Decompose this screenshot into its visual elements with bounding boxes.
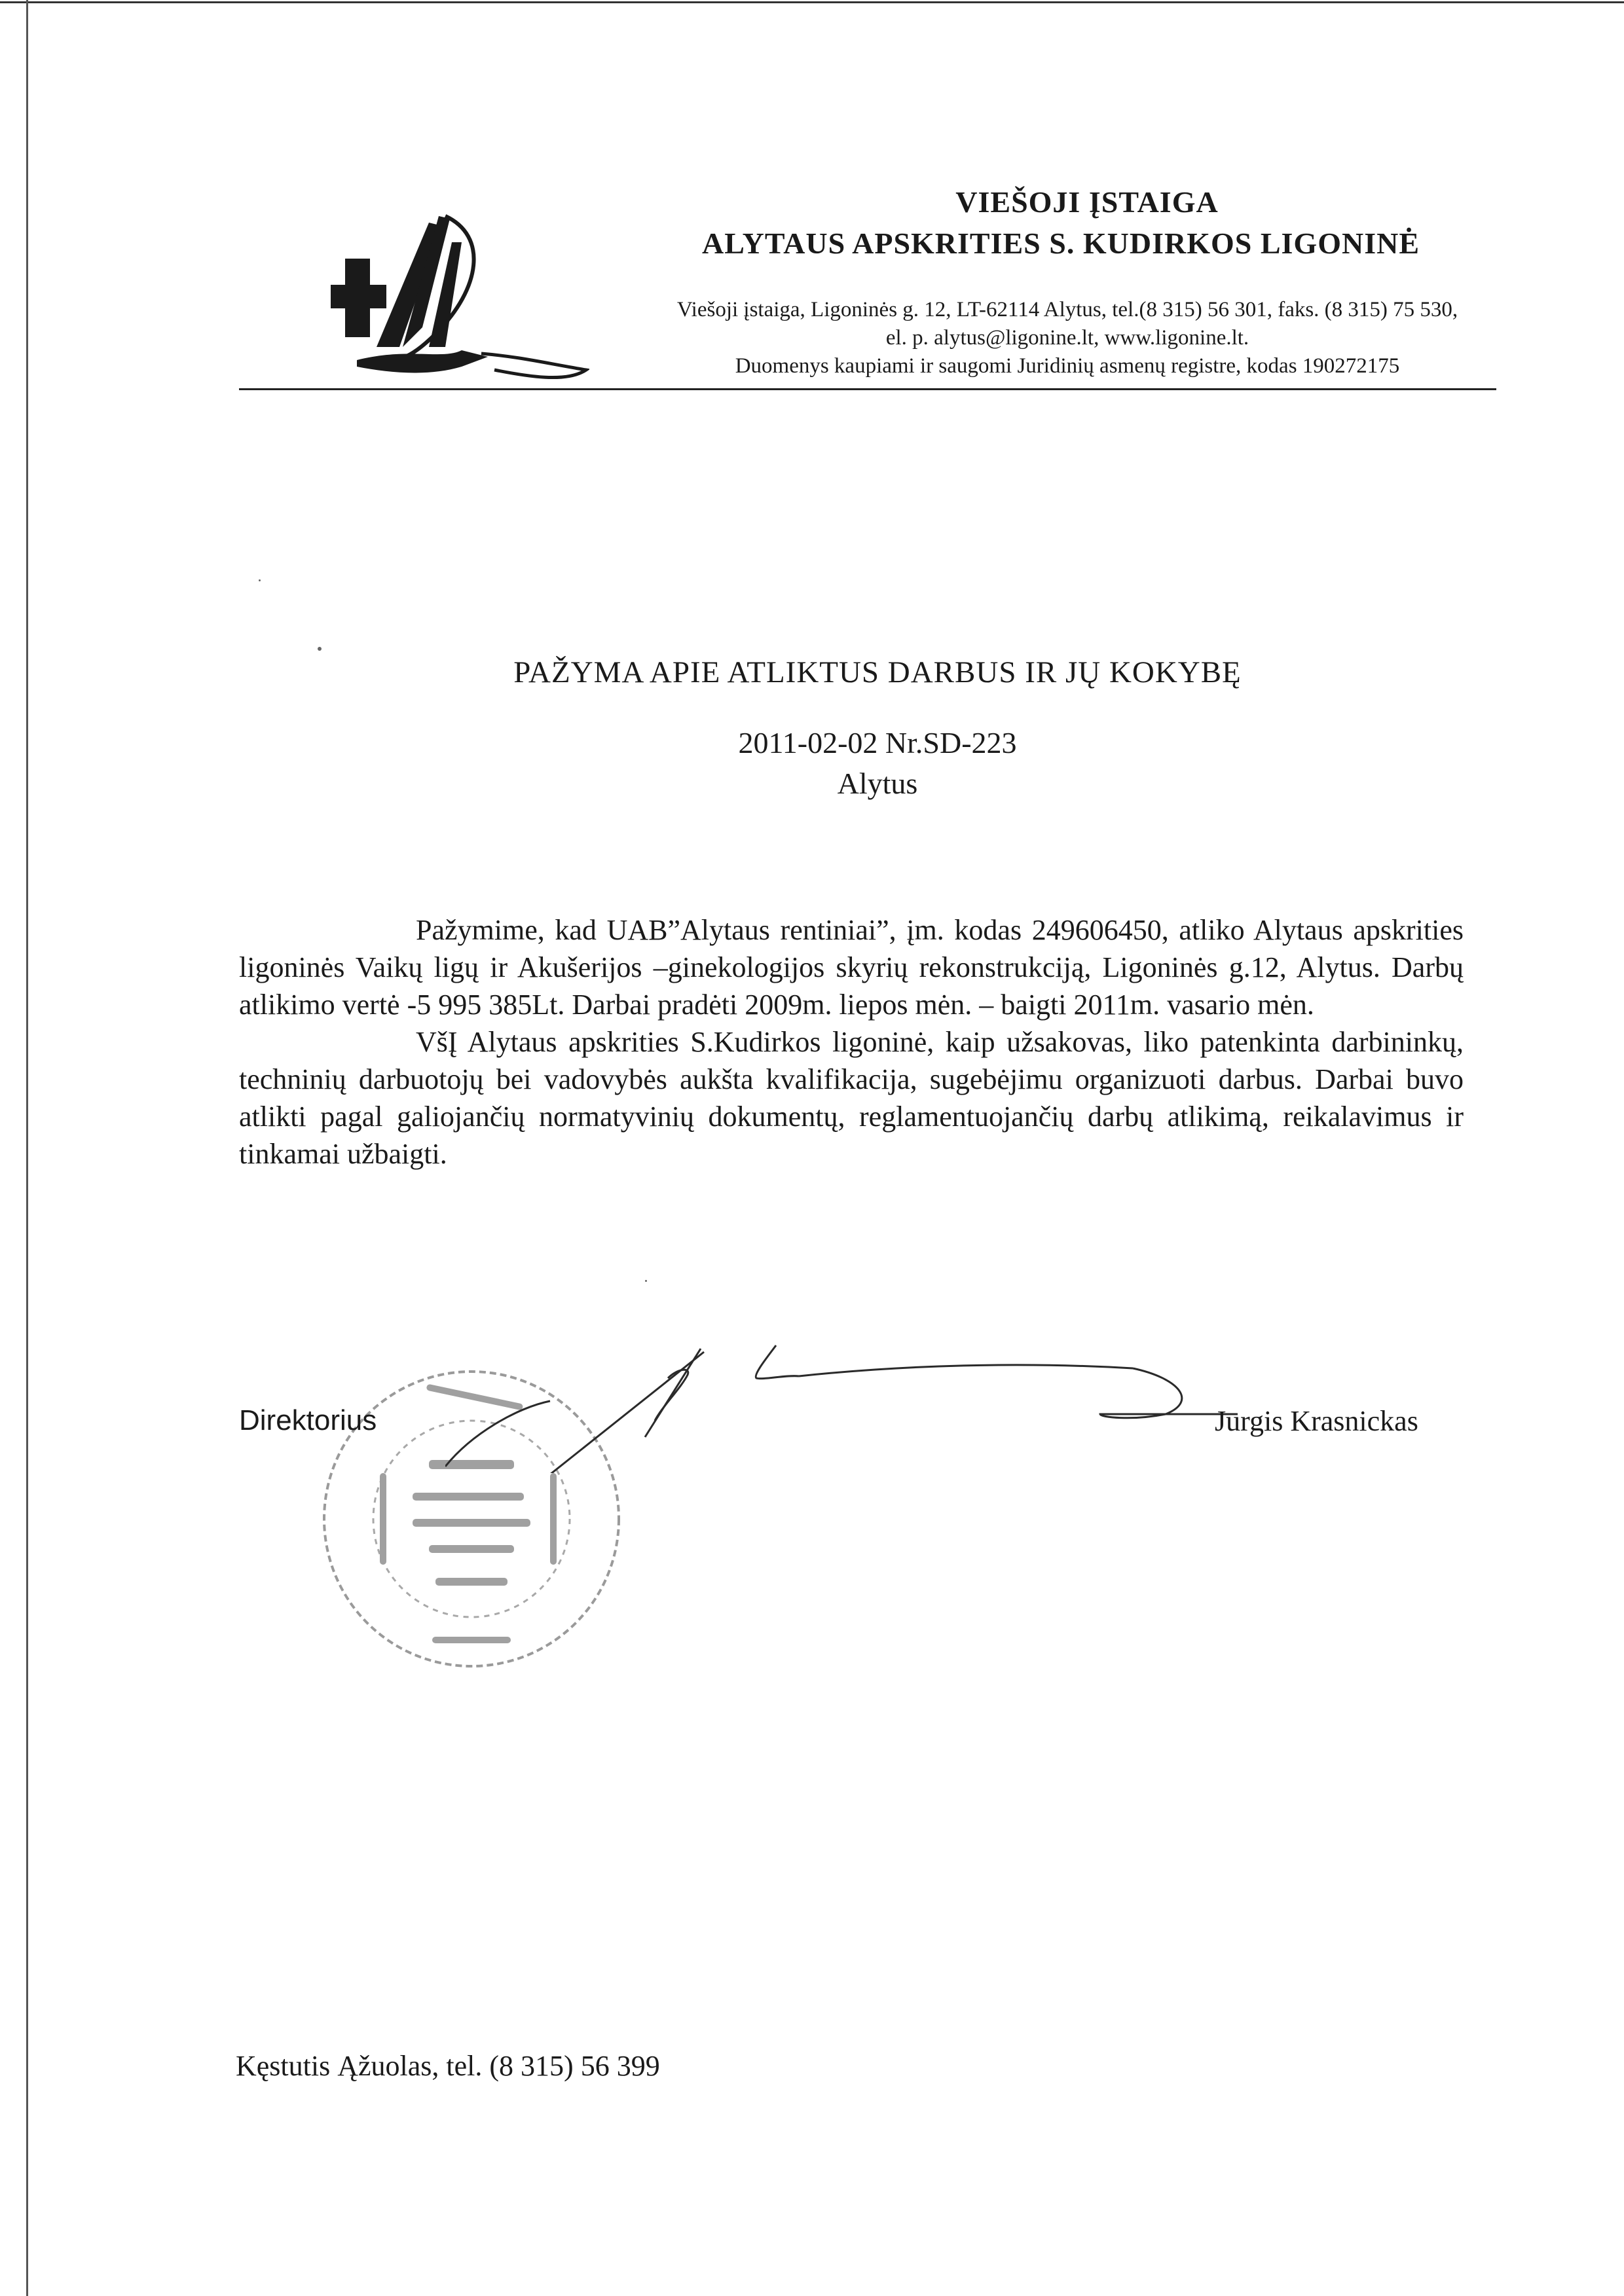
document-date-number: 2011-02-02 Nr.SD-223 [738,726,1017,759]
letterhead-contact [609,296,1526,380]
document-title: PAŽYMA APIE ATLIKTUS DARBUS IR JŲ KOKYBĘ [513,655,1242,689]
signatory-role: Direktorius [239,1404,377,1436]
header-divider [239,388,1496,390]
signatory-name: Jurgis Krasnickas [1215,1405,1418,1437]
contact-registry-line: Duomenys kaupiami ir saugomi Juridinių asmenų registre, kodas 190272175 [735,354,1400,378]
contact-address-line: Viešoji įstaiga, Ligoninės g. 12, LT-62114 Alytus, tel.(8 315) 56 301, faks. (8 315) 75 530, [676,298,1458,321]
document-body [239,911,1464,1173]
scan-speck [259,579,261,581]
document-place: Alytus [837,767,918,800]
contact-person: Kęstutis Ąžuolas, tel. (8 315) 56 399 [236,2050,660,2082]
scan-speck [318,647,322,651]
organization-name: ALYTAUS APSKRITIES S. KUDIRKOS LIGONINĖ [701,227,1420,260]
handwritten-signature-icon [445,1329,1270,1473]
organization-type: VIEŠOJI ĮSTAIGA [955,185,1219,219]
scan-edge-left [26,0,28,2296]
contact-email-line: el. p. alytus@ligonine.lt, www.ligonine.lt. [885,326,1249,350]
scan-speck [645,1280,647,1282]
body-paragraph-1: Pažymime, kad UAB”Alytaus rentiniai”, įm. kodas 249606450, atliko Alytaus apskrities ligoninės Vaikų ligų ir Akušerijos –ginekologijos skyrių rekonstrukciją, Ligoninės g.12, Alytus. Darbų atlikimo vertė -5 995 385Lt. Darbai pradėti 2009m. liepos mėn. – baigti 2011m. vasario mėn. [239,914,1464,1021]
scan-edge-top [0,1,1624,3]
body-paragraph-2: VšĮ Alytaus apskrities S.Kudirkos ligoninė, kaip užsakovas, liko patenkinta darbininkų, techninių darbuotojų bei vadovybės aukšta kvalifikacija, sugebėjimu organizuoti darbus. Darbai buvo atlikti pagal galiojančių normatyvinių dokumentų, reglamentuojančių darbų atlikimą, reikalavimus ir tinkamai užbaigti. [239,1026,1464,1170]
hospital-cross-logo-icon [331,196,589,393]
